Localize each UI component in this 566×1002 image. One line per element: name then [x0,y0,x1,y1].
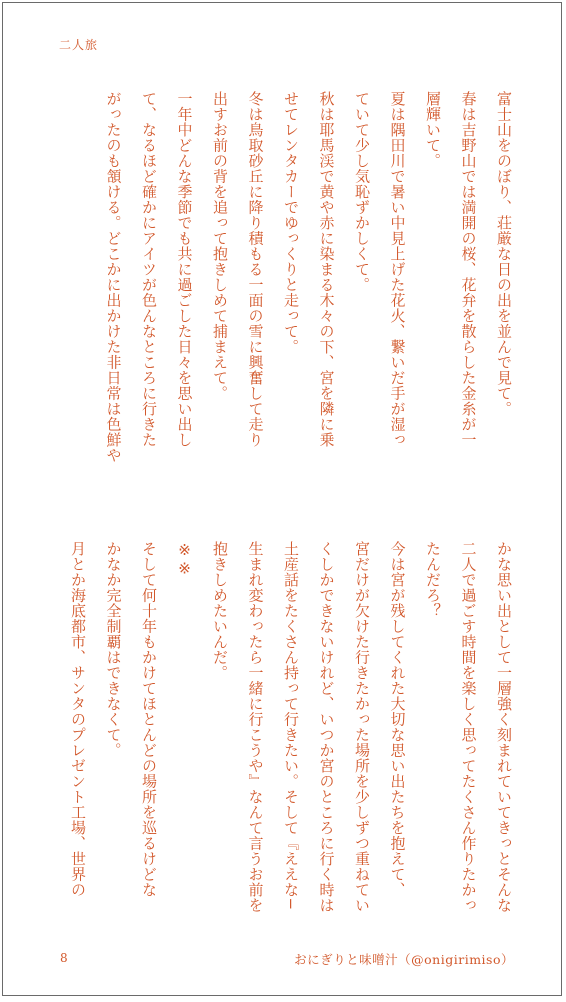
text-column: 二人で過ごす時間を楽しく思ってたくさん作りたかっ [459,541,478,913]
text-column: 春は吉野山では満開の桜、花弁を散らした金糸が一 [459,91,478,448]
text-column: 層輝いて。 [424,91,442,169]
text-column: 秋は耶馬渓で黄や赤に染まる木々の下、宮を隣に乗 [317,91,336,448]
running-title: 二人旅 [59,38,99,52]
text-column: かなか完全制覇はできなくて。 [104,541,123,758]
text-column: 冬は鳥取砂丘に降り積もる一面の雪に興奮して走り [246,91,265,448]
book-page [2,2,562,996]
page-number: 8 [60,951,68,965]
text-column: て、なるほど確かにアイツが色んなところに行きた [140,91,158,448]
text-column: 生まれ変わったら一緒に行こうや』なんて言うお前を [246,541,265,913]
text-column: ていて少し気恥ずかしくて。 [353,91,371,293]
text-column: せてレンタカーでゆっくりと走って。 [282,91,300,355]
text-column: 土産話をたくさん持って行きたい。そして『ええな− [282,541,300,911]
text-column: 宮だけが欠けた行きたかった場所を少しずつ重ねてい [353,541,371,913]
text-column: がったのも頷ける。どこかに出かけた非日常は色鮮や [104,91,123,463]
text-column: 今は宮が残してくれた大切な思い出たちを抱えて、 [388,541,407,898]
section-break: ※※ [175,541,194,578]
text-column: そして何十年もかけてほとんどの場所を巡るけどな [140,541,158,898]
text-column: たんだろ？ [424,541,442,619]
text-column: 富士山をのぼり、荘厳な日の出を並んで見て。 [495,91,513,417]
text-column: かな思い出として一層強く刻まれていてきっとそんな [495,541,513,913]
text-block-top [95,91,521,521]
text-column: くしかできないけれど、いつか宮のところに行く時は [317,541,336,913]
text-column: 出すお前の背を追って抱きしめて捕まえて。 [211,91,229,401]
text-column: 夏は隅田川で暑い中見上げた花火、繋いだ手が湿っ [388,91,407,448]
text-column: 抱きしめたいんだ。 [211,541,229,681]
text-block-bottom [60,541,522,941]
text-column: 一年中どんな季節でも共に過ごした日々を思い出し [175,91,194,448]
author-credit: おにぎりと味噌汁（@onigirimiso） [294,952,514,967]
text-column: 月とか海底都市、サンタのプレゼント工場、世界の [69,541,87,898]
